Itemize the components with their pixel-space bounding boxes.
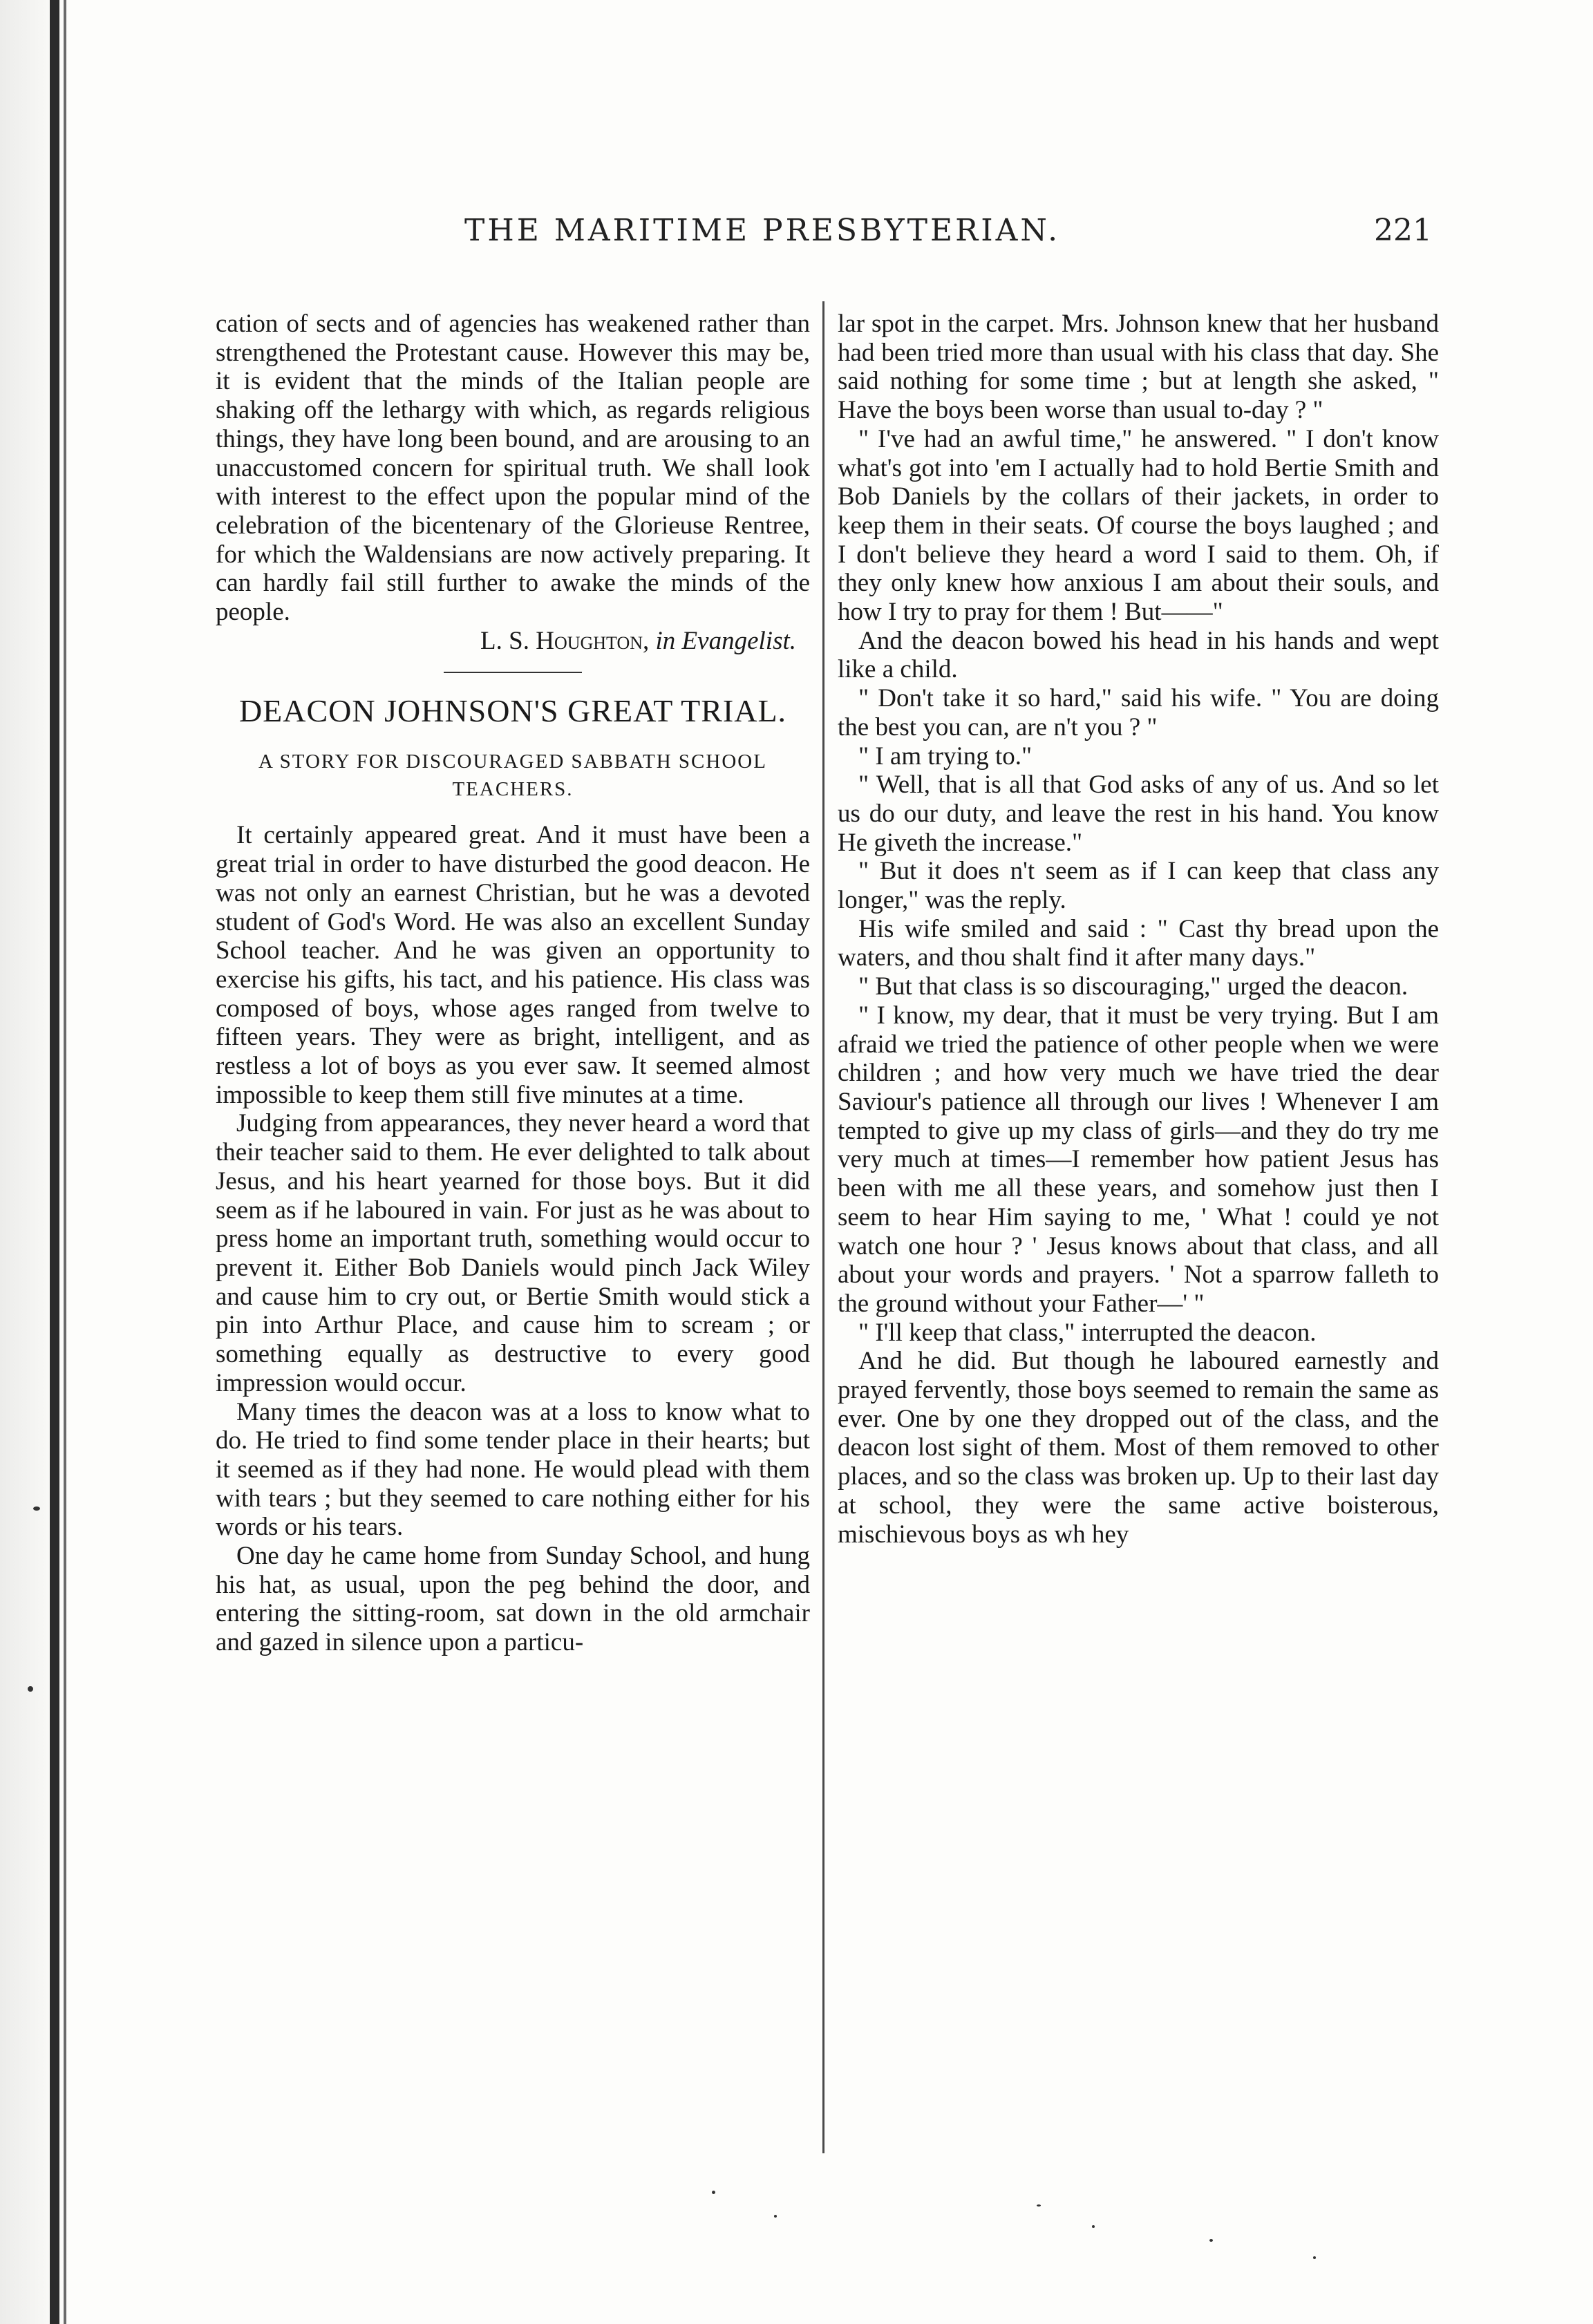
story-paragraph: Many times the deacon was at a loss to know what to do. He tried to find some tender place in their hearts; but it seemed as if they had none. He would plead with them with tears ; but they seemed to care nothing either for his words or his tears. (216, 1397, 810, 1542)
story-paragraph: Judging from appearances, they never heard a word that their teacher said to them. He ever delighted to talk about Jesus, and his heart yearned for those boys. But it did seem as if he laboured in vain. For just as he was about to press home an important truth, something would occur to prevent it. Either Bob Daniels would pinch Jack Wiley and cause him to cry out, or Bertie Smith would stick a pin into Arthur Place, and cause him to scream ; or something equally as destructive to every good impression would occur. (216, 1109, 810, 1397)
story-paragraph: His wife smiled and said : " Cast thy bread upon the waters, and thou shalt find it after many days." (838, 914, 1439, 972)
signature-source: in Evangelist. (655, 626, 796, 655)
story-paragraph: " Well, that is all that God asks of any of us. And so let us do our duty, and leave the rest in his hand. You know He giveth the increase." (838, 771, 1439, 857)
scan-speck (28, 1686, 33, 1692)
scan-speck (1313, 2256, 1316, 2259)
scan-speck (712, 2191, 715, 2194)
story-paragraph: lar spot in the carpet. Mrs. Johnson knew that her husband had been tried more than usual with his class that day. She said nothing for some time ; but at length she asked, " Have the boys been worse than usual to-day ? " (838, 310, 1439, 425)
right-column (838, 310, 1439, 2148)
scan-speck (33, 1506, 40, 1511)
page-number: 221 (1374, 213, 1432, 248)
scan-speck (1209, 2239, 1213, 2242)
story-paragraph: " But that class is so discouraging," urged the deacon. (858, 972, 1408, 1001)
story-paragraph: " I know, my dear, that it must be very trying. But I am afraid we tried the patience of other people when we were children ; and how very much we have tried the dear Saviour's patience all through our lives ! Whenever I am tempted to give up my class of girls—and they do try me very much at times—I remember how patient Jesus has been with me all these years, and somehow just then I seem to hear Him saying to me, ' What ! could ye not watch one hour ? ' Jesus knows about that class, and all about your words and prayers. ' Not a sparrow falleth to the ground without your Father—' " (838, 1001, 1439, 1318)
scan-speck (1037, 2204, 1041, 2207)
story-paragraph: " Don't take it so hard," said his wife. " You are doing the best you can, are n't you ? " (838, 684, 1439, 741)
story-paragraph: " But it does n't seem as if I can keep that class any longer," was the reply. (838, 857, 1439, 915)
story-paragraph: And the deacon bowed his head in his hands and wept like a child. (838, 626, 1439, 684)
journal-title: THE MARITIME PRESBYTERIAN. (464, 213, 1061, 248)
story-paragraph: And he did. But though he laboured earnestly and prayed fervently, those boys seemed to remain the same as ever. One by one they dropped out of the class, and the deacon lost sight of them. Most of them removed to other places, and so the class was broken up. Up to their last day at school, they were the same active boisterous, mischievous boys as wh hey (838, 1347, 1439, 1549)
running-header (464, 213, 1432, 268)
column-divider (822, 301, 824, 2153)
signature-name: L. S. Houghton, (480, 626, 650, 655)
story-subtitle: A STORY FOR DISCOURAGED SABBATH SCHOOL TEACHERS. (258, 750, 767, 801)
story-paragraph: " I am trying to." (858, 741, 1033, 771)
binding-edge-line (64, 0, 66, 2324)
story-title: DEACON JOHNSON'S GREAT TRIAL. (238, 693, 787, 729)
scan-speck (1092, 2225, 1095, 2228)
binding-edge (50, 0, 59, 2324)
left-column (216, 310, 810, 2148)
story-paragraph: " I'll keep that class," interrupted the deacon. (858, 1318, 1317, 1347)
story-paragraph: One day he came home from Sunday School, and hung his hat, as usual, upon the peg behind the door, and entering the sitting-room, sat down in the old armchair and gazed in silence upon a particu- (216, 1542, 810, 1657)
article-continuation: cation of sects and of agencies has weakened rather than strengthened the Protestant cause. However this may be, it is evident that the minds of the Italian people are shaking off the lethargy with which, as regards religious things, they have long been bound, and are arousing to an unaccustomed concern for spiritual truth. We shall look with interest to the effect upon the popular mind of the celebration of the bicentenary of the Glorieuse Rentree, for which the Waldensians are now actively preparing. It can hardly fail still further to awake the minds of the people. (216, 310, 810, 627)
article-signature (216, 627, 810, 656)
scan-speck (774, 2215, 777, 2218)
story-paragraph: " I've had an awful time," he answered. " I don't know what's got into 'em I actually had to hold Bertie Smith and Bob Daniels by the collars of their jackets, in order to keep them in their seats. Of course the boys laughed ; and I don't believe they heard a word I said to them. Oh, if they only knew how anxious I am about their souls, and how I try to pray for them ! But——" (838, 424, 1439, 627)
story-paragraph: It certainly appeared great. And it must have been a great trial in order to have disturbed the good deacon. He was not only an earnest Christian, but he was a devoted student of God's Word. He was also an excellent Sunday School teacher. And he was given an opportunity to exercise his gifts, his tact, and his patience. His class was composed of boys, whose ages ranged from twelve to fifteen years. They were as bright, intelligent, and as restless a lot of boys as you ever saw. It seemed almost impossible to keep them still five minutes at a time. (216, 821, 810, 1109)
section-divider (444, 672, 582, 673)
